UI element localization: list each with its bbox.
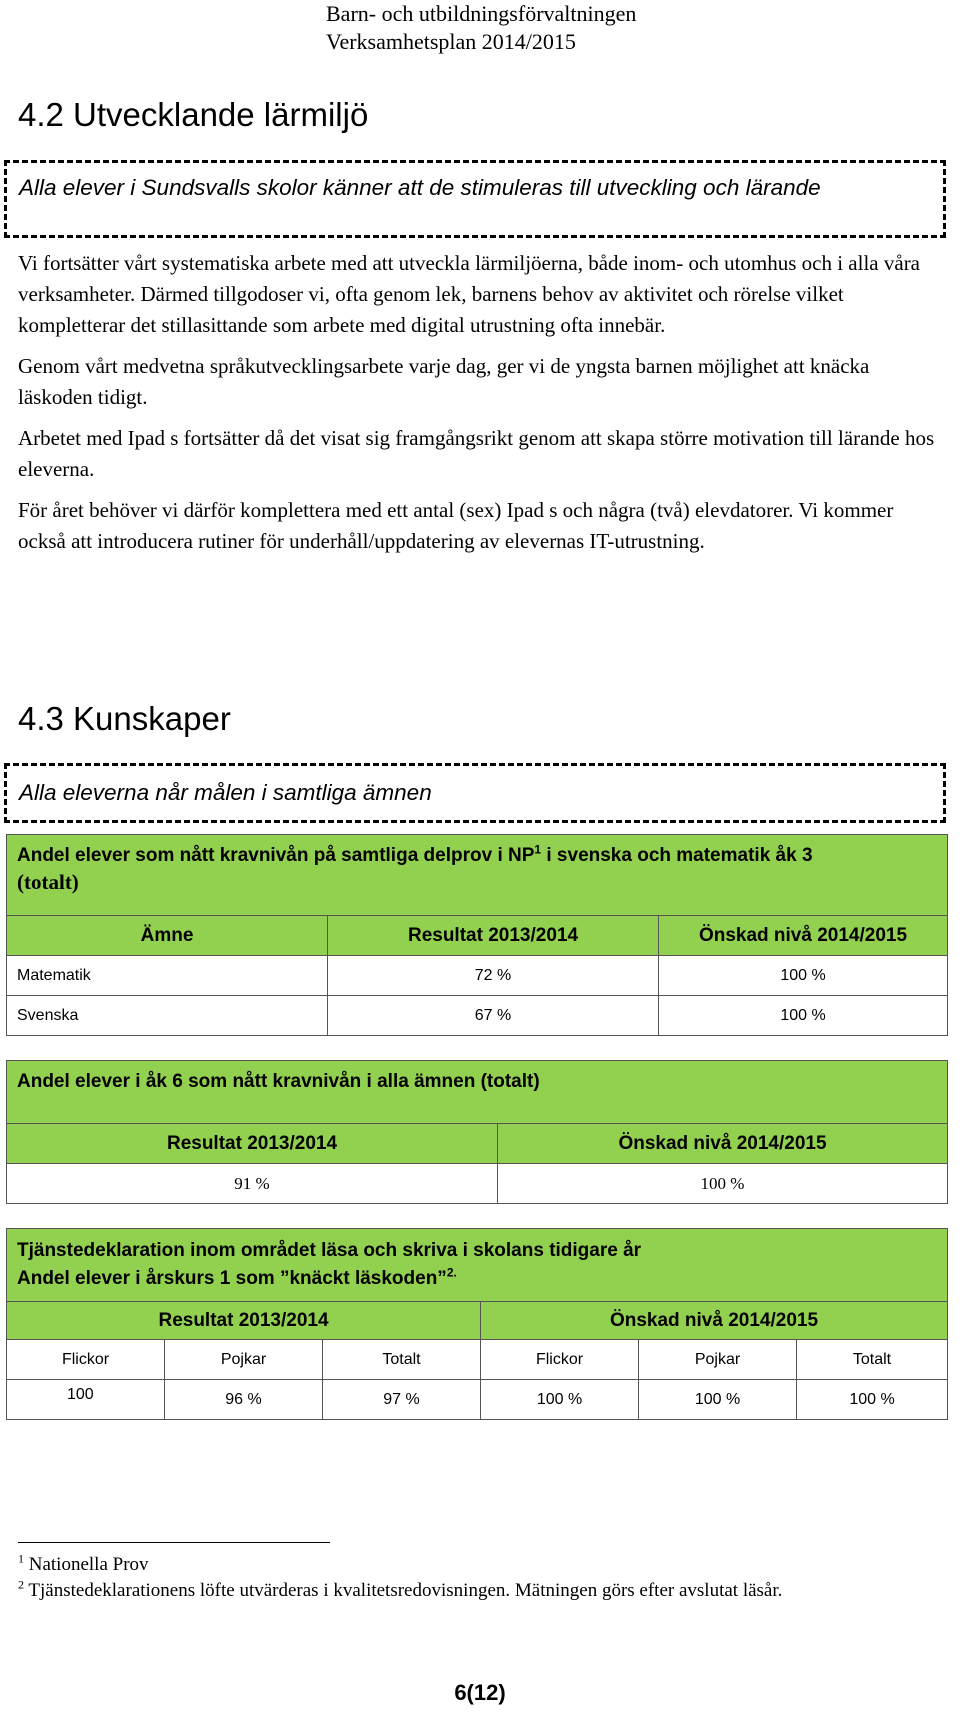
paragraph: Vi fortsätter vårt systematiska arbete med att utveckla lärmiljöerna, både inom- och utomhus och i alla våra verksamheter. Därmed tillgodoser vi, ofta genom lek, barnens behov av aktivitet och rörelse vilket kompletterar det stillasittande som arbete med digital utrustning ofta innebär. [18,251,921,337]
section-heading-4-2: 4.2 Utvecklande lärmiljö [18,96,369,133]
column-header: Ämne [7,916,328,956]
table-cell: 100 % [659,996,948,1036]
subheader-cell: Flickor [481,1340,639,1380]
header-organization: Barn- och utbildningsförvaltningen [326,1,637,26]
results-table-grade6 [6,1060,948,1204]
column-header: Resultat 2013/2014 [7,1302,481,1340]
section-heading-4-3: 4.3 Kunskaper [18,700,231,737]
subheader-cell: Flickor [7,1340,165,1380]
goal-box-4-2 [4,160,946,238]
column-header: Önskad nivå 2014/2015 [498,1124,948,1164]
table-cell: 100 [7,1380,165,1420]
footnotes [18,1552,938,1604]
table-row [7,1380,948,1420]
section-4-2-body [18,248,938,567]
table-cell: 100 % [639,1380,797,1420]
table-cell: 72 % [328,956,659,996]
table-cell: 91 % [7,1164,498,1204]
header-plan-title: Verksamhetsplan 2014/2015 [326,29,576,54]
table-row [7,996,948,1036]
table-cell: 100 % [797,1380,948,1420]
subheader-cell: Totalt [323,1340,481,1380]
column-header: Önskad nivå 2014/2015 [481,1302,948,1340]
table-cell: 100 % [481,1380,639,1420]
table-cell: 96 % [165,1380,323,1420]
table-cell: Matematik [7,956,328,996]
table-cell: 67 % [328,996,659,1036]
column-header: Önskad nivå 2014/2015 [659,916,948,956]
results-table-np [6,834,948,1036]
results-table-reading [6,1228,948,1420]
footnote: $^2$ Tjänstedeklarationens löfte utvärderas i kvalitetsredovisningen. Mätningen görs efter avslutat läsår. [18,1577,783,1601]
footnote-separator [18,1542,330,1543]
paragraph: Genom vårt medvetna språkutvecklingsarbete varje dag, ger vi de yngsta barnen möjlighet att knäcka läskoden tidigt. [18,354,870,409]
goal-text: Alla elever i Sundsvalls skolor känner att de stimuleras till utveckling och lärande [19,175,821,200]
table-title: Andel elever som nått kravnivån på samtliga delprov i $NP^1$ i svenska och matematik åk 3 (totalt) [7,835,948,916]
goal-text: Alla eleverna når målen i samtliga ämnen [19,780,432,805]
table-cell: 97 % [323,1380,481,1420]
table-title: Andel elever i åk 6 som nått kravnivån i alla ämnen (totalt) [7,1061,948,1124]
table-row [7,1164,948,1204]
subheader-cell: Pojkar [639,1340,797,1380]
table-row [7,956,948,996]
paragraph: För året behöver vi därför komplettera med ett antal (sex) Ipad s och några (två) elevdatorer. Vi kommer också att introducera rutiner för underhåll/uppdatering av elevernas IT-utrustning. [18,498,894,553]
footnote: $^1$ Nationella Prov [18,1551,149,1575]
subheader-cell: Totalt [797,1340,948,1380]
page-number: 6(12) [454,1680,506,1705]
column-header: Resultat 2013/2014 [7,1124,498,1164]
table-cell: 100 % [498,1164,948,1204]
document-header [326,0,726,56]
subheader-cell: Pojkar [165,1340,323,1380]
table-cell: Svenska [7,996,328,1036]
paragraph: Arbetet med Ipad s fortsätter då det visat sig framgångsrikt genom att skapa större motivation till lärande hos eleverna. [18,426,935,481]
goal-box-4-3 [4,763,946,823]
table-cell: 100 % [659,956,948,996]
column-header: Resultat 2013/2014 [328,916,659,956]
table-title: Tjänstedeklaration inom området läsa och skriva i skolans tidigare år Andel elever i årskurs 1 som ”knäckt läskoden”$^{2.}$ [7,1229,948,1302]
